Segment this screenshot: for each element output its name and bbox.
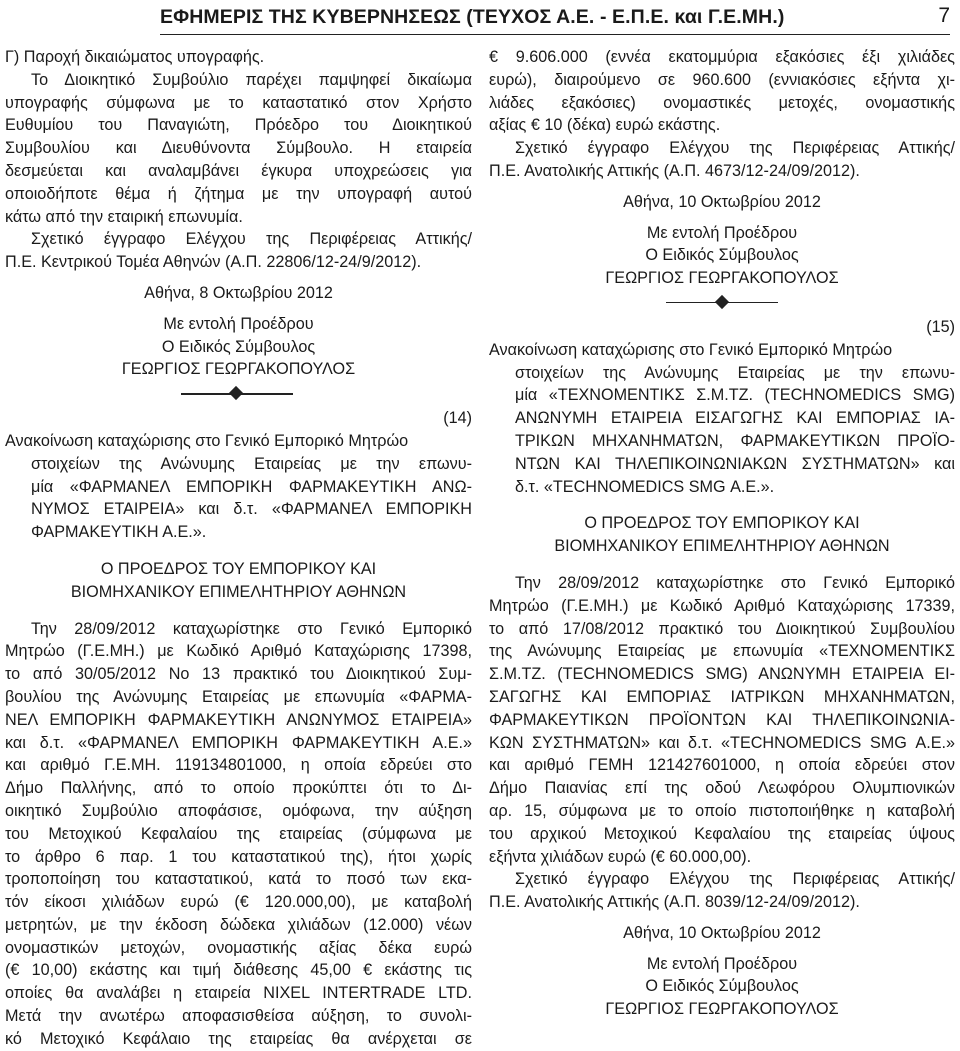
- section-divider: [5, 381, 472, 407]
- reference-line: Σχετικό έγγραφο Ελέγχου της Περιφέρειας Αττικής/: [31, 230, 472, 249]
- body-line: ΚΩΝ ΣΥΣΤΗΜΑΤΩΝ» και δ.τ. «TECHNOMEDICS SMG Α.Ε.»: [489, 733, 955, 752]
- body-line: Μητρώο (Γ.Ε.ΜΗ.) με Κωδικό Αριθμό Καταχώρισης 17398,: [5, 642, 472, 661]
- page-header: [160, 4, 950, 35]
- body-line: και αριθμό ΓΕΜΗ 121427601000, η οποία εδρεύει στον: [489, 756, 955, 775]
- body-line: το άρθρο 6 παρ. 1 του καταστατικού της), ήτοι χωρίς: [5, 847, 472, 866]
- notice-title-line: στοιχείων της Ανώνυμης Εταιρείας με την επωνυ-: [31, 454, 472, 473]
- signatory-name: ΓΕΩΡΓΙΟΣ ΓΕΩΡΓΑΚΟΠΟΥΛΟΣ: [605, 269, 839, 288]
- body-line: της Ανώνυμης Εταιρείας με επωνυμία «ΤΕΧΝΟΜΕΝΤΙΚΣ: [489, 642, 955, 661]
- chamber-title: Ο ΠΡΟΕΔΡΟΣ ΤΟΥ ΕΜΠΟΡΙΚΟΥ ΚΑΙ: [584, 514, 860, 533]
- notice-title-line: Ανακοίνωση καταχώρισης στο Γενικό Εμπορικό Μητρώο: [489, 340, 893, 359]
- body-line: το από 17/08/2012 πρακτικό του Διοικητικού Συμβουλίου: [489, 619, 955, 638]
- body-line: ονομαστικών μετοχών, ονομαστικής αξίας δέκα ευρώ: [5, 938, 472, 957]
- right-column: [489, 46, 955, 1021]
- body-line: (€ 10,00) εκάστης και τιμή διάθεσης 45,00 € εκάστης τις: [5, 961, 472, 980]
- text-line: κάτω από την εταιρική επωνυμία.: [5, 207, 243, 226]
- notice-title-line: ΑΝΩΝΥΜΗ ΕΤΑΙΡΕΙΑ ΕΙΣΑΓΩΓΗΣ ΚΑΙ ΕΜΠΟΡΙΑΣ ΙΑ-: [515, 409, 955, 428]
- text-line: οποιοδήποτε θέμα ή ζήτημα με την υπογραφή αυτού: [5, 184, 472, 203]
- signature-line: Με εντολή Προέδρου: [646, 223, 798, 242]
- text-line: αξίας € 10 (δέκα) ευρώ εκάστης.: [489, 116, 721, 135]
- signature-line: Ο Ειδικός Σύμβουλος: [645, 977, 799, 996]
- body-line: Δήμο Παιανίας επί της οδού Λεωφόρου Ολυμπιονικών: [489, 779, 955, 798]
- body-line: ΦΑΡΜΑΚΕΥΤΙΚΩΝ ΠΡΟΪΟΝΤΩΝ ΚΑΙ ΤΗΛΕΠΙΚΟΙΝΩΝΙΑ-: [489, 710, 955, 729]
- reference-line: Σχετικό έγγραφο Ελέγχου της Περιφέρειας Αττικής/: [515, 139, 955, 158]
- reference-line: Σχετικό έγγραφο Ελέγχου της Περιφέρειας Αττικής/: [515, 870, 955, 889]
- left-column: [5, 46, 472, 1051]
- text-line: € 9.606.000 (εννέα εκατομμύρια εξακόσιες έξι χιλιάδες: [489, 48, 955, 66]
- gazette-title: ΕΦΗΜΕΡΙΣ ΤΗΣ ΚΥΒΕΡΝΗΣΕΩΣ (ΤΕΥΧΟΣ Α.Ε. - Ε.Π.Ε. και Γ.Ε.ΜΗ.): [160, 6, 785, 28]
- signing-date: Αθήνα, 10 Οκτωβρίου 2012: [623, 192, 821, 211]
- chamber-title: ΒΙΟΜΗΧΑΝΙΚΟΥ ΕΠΙΜΕΛΗΤΗΡΙΟΥ ΑΘΗΝΩΝ: [554, 537, 890, 556]
- text-line: υπογραφής σύμφωνα με το καταστατικό στον Χρήστο: [5, 93, 472, 112]
- body-line: τόν είκοσι χιλιάδων ευρώ (€ 120.000,00), με καταβολή: [5, 893, 472, 912]
- body-line: του Μετοχικού Κεφαλαίου της εταιρείας (σύμφωνα με: [5, 824, 472, 843]
- body-line: οικητικό Συμβούλιο αποφάσισε, ομόφωνα, την αύξηση: [5, 801, 472, 820]
- reference-line: Π.Ε. Ανατολικής Αττικής (Α.Π. 8039/12-24/09/2012).: [489, 893, 860, 912]
- notice-number: (15): [926, 317, 955, 336]
- body-line: μετρητών, με την έκδοση δώδεκα χιλιάδων (12.000) νέων: [5, 915, 472, 934]
- body-line: το από 30/05/2012 Νο 13 πρακτικό του Διοικητικού Συμ-: [5, 665, 472, 684]
- body-line: ΝΕΛ ΕΜΠΟΡΙΚΗ ΦΑΡΜΑΚΕΥΤΙΚΗ ΑΝΩΝΥΜΟΣ ΕΤΑΙΡΕΙΑ»: [5, 710, 472, 729]
- notice-number: (14): [443, 409, 472, 428]
- signature-line: Ο Ειδικός Σύμβουλος: [645, 246, 799, 265]
- body-line: του αρχικού Μετοχικού Κεφαλαίου της εταιρείας ύψους: [489, 824, 955, 843]
- text-line: Το Διοικητικό Συμβούλιο παρέχει παμψηφεί δικαίωμα: [31, 70, 472, 89]
- notice-title-line: μία «ΤΕΧΝΟΜΕΝΤΙΚΣ Σ.Μ.ΤΖ. (TECHNOMEDICS SMG): [515, 386, 955, 405]
- body-line: ΣΑΓΩΓΗΣ ΚΑΙ ΕΜΠΟΡΙΑΣ ΙΑΤΡΙΚΩΝ ΜΗΧΑΝΗΜΑΤΩΝ,: [489, 687, 955, 706]
- reference-line: Π.Ε. Ανατολικής Αττικής (Α.Π. 4673/12-24/09/2012).: [489, 161, 860, 180]
- body-line: Σ.Μ.ΤΖ. (TECHNOMEDICS SMG) ΑΝΩΝΥΜΗ ΕΤΑΙΡΕΙΑ ΕΙ-: [489, 665, 955, 684]
- notice-title-line: μία «ΦΑΡΜΑΝΕΛ ΕΜΠΟΡΙΚΗ ΦΑΡΜΑΚΕΥΤΙΚΗ ΑΝΩ-: [31, 477, 472, 496]
- signing-date: Αθήνα, 10 Οκτωβρίου 2012: [623, 923, 821, 942]
- diamond-separator-icon: [229, 386, 243, 400]
- text-line: λιάδες εξακόσιες) ονομαστικές μετοχές, ονομαστικής: [489, 93, 955, 112]
- body-line: τροποποίηση του καταστατικού, κατά το ποσό των εκα-: [5, 870, 472, 889]
- notice-title-line: Ανακοίνωση καταχώρισης στο Γενικό Εμπορικό Μητρώο: [5, 431, 409, 450]
- chamber-title: Ο ΠΡΟΕΔΡΟΣ ΤΟΥ ΕΜΠΟΡΙΚΟΥ ΚΑΙ: [100, 559, 377, 578]
- body-line: οποίες θα αναλάβει η εταιρεία NIXEL INTERTRADE LTD.: [5, 984, 472, 1003]
- text-line: Συμβουλίου και Διευθύνοντα Σύμβουλο. Η εταιρεία: [5, 139, 472, 158]
- signature-line: Με εντολή Προέδρου: [646, 954, 798, 973]
- section-heading: Γ) Παροχή δικαιώματος υπογραφής.: [5, 48, 265, 66]
- text-line: δεσμεύεται και αναλαμβάνει έγκυρα υποχρεώσεις για: [5, 161, 472, 180]
- notice-title-line: ΝΥΜΟΣ ΕΤΑΙΡΕΙΑ» και δ.τ. «ΦΑΡΜΑΝΕΛ ΕΜΠΟΡΙΚΗ: [31, 500, 472, 519]
- body-line: Μετά την ανωτέρω αποφασισθείσα αύξηση, το συνολι-: [5, 1007, 472, 1026]
- diamond-separator-icon: [715, 295, 729, 309]
- section-divider: [489, 290, 955, 316]
- body-line: Την 28/09/2012 καταχωρίστηκε στο Γενικό Εμπορικό: [515, 573, 955, 592]
- signatory-name: ΓΕΩΡΓΙΟΣ ΓΕΩΡΓΑΚΟΠΟΥΛΟΣ: [605, 1000, 839, 1019]
- body-line: Την 28/09/2012 καταχωρίστηκε στο Γενικό Εμπορικό: [31, 619, 472, 638]
- text-line: Ευθυμίου του Παναγιώτη, Πρόεδρο του Διοικητικού: [5, 116, 472, 135]
- signature-line: Με εντολή Προέδρου: [163, 314, 314, 333]
- body-line: κό Μετοχικό Κεφάλαιο της εταιρείας θα ανέρχεται σε: [5, 1029, 472, 1048]
- notice-title-line: στοιχείων της Ανώνυμης Εταιρείας με την επωνυ-: [515, 363, 955, 382]
- body-line: βουλίου της Ανώνυμης Εταιρείας με επωνυμία «ΦΑΡΜΑ-: [5, 687, 472, 706]
- body-line: εξήντα χιλιάδων ευρώ (€ 60.000,00).: [489, 847, 752, 866]
- reference-line: Π.Ε. Κεντρικού Τομέα Αθηνών (Α.Π. 22806/12-24/9/2012).: [5, 253, 422, 272]
- signing-date: Αθήνα, 8 Οκτωβρίου 2012: [144, 283, 333, 302]
- notice-title-line: δ.τ. «TECHNOMEDICS SMG Α.Ε.».: [515, 477, 775, 496]
- body-line: και αριθμό Γ.Ε.ΜΗ. 119134801000, η οποία εδρεύει στο: [5, 756, 472, 775]
- page-number: 7: [938, 4, 950, 27]
- notice-title-line: ΤΡΙΚΩΝ ΜΗΧΑΝΗΜΑΤΩΝ, ΦΑΡΜΑΚΕΥΤΙΚΩΝ ΠΡΟΪΟ-: [515, 431, 955, 450]
- body-line: Μητρώο (Γ.Ε.ΜΗ.) με Κωδικό Αριθμό Καταχώρισης 17339,: [489, 596, 955, 615]
- body-line: Δήμο Παλλήνης, από το οποίο προκύπτει ότι το Δι-: [5, 779, 472, 798]
- notice-title-line: ΝΤΩΝ ΚΑΙ ΤΗΛΕΠΙΚΟΙΝΩΝΙΑΚΩΝ ΣΥΣΤΗΜΑΤΩΝ» και: [515, 454, 955, 473]
- chamber-title: ΒΙΟΜΗΧΑΝΙΚΟΥ ΕΠΙΜΕΛΗΤΗΡΙΟΥ ΑΘΗΝΩΝ: [70, 582, 407, 601]
- signatory-name: ΓΕΩΡΓΙΟΣ ΓΕΩΡΓΑΚΟΠΟΥΛΟΣ: [121, 360, 356, 379]
- signature-line: Ο Ειδικός Σύμβουλος: [161, 337, 316, 356]
- notice-title-line: ΦΑΡΜΑΚΕΥΤΙΚΗ Α.Ε.».: [31, 523, 207, 542]
- text-line: ευρώ), διαιρούμενο σε 960.600 (εννιακόσιες εξήντα χι-: [489, 70, 955, 89]
- body-line: αρ. 15, σύμφωνα με το οποίο πιστοποιήθηκε η καταβολή: [489, 801, 955, 820]
- body-line: και δ.τ. «ΦΑΡΜΑΝΕΛ ΕΜΠΟΡΙΚΗ ΦΑΡΜΑΚΕΥΤΙΚΗ Α.Ε.»: [5, 733, 472, 752]
